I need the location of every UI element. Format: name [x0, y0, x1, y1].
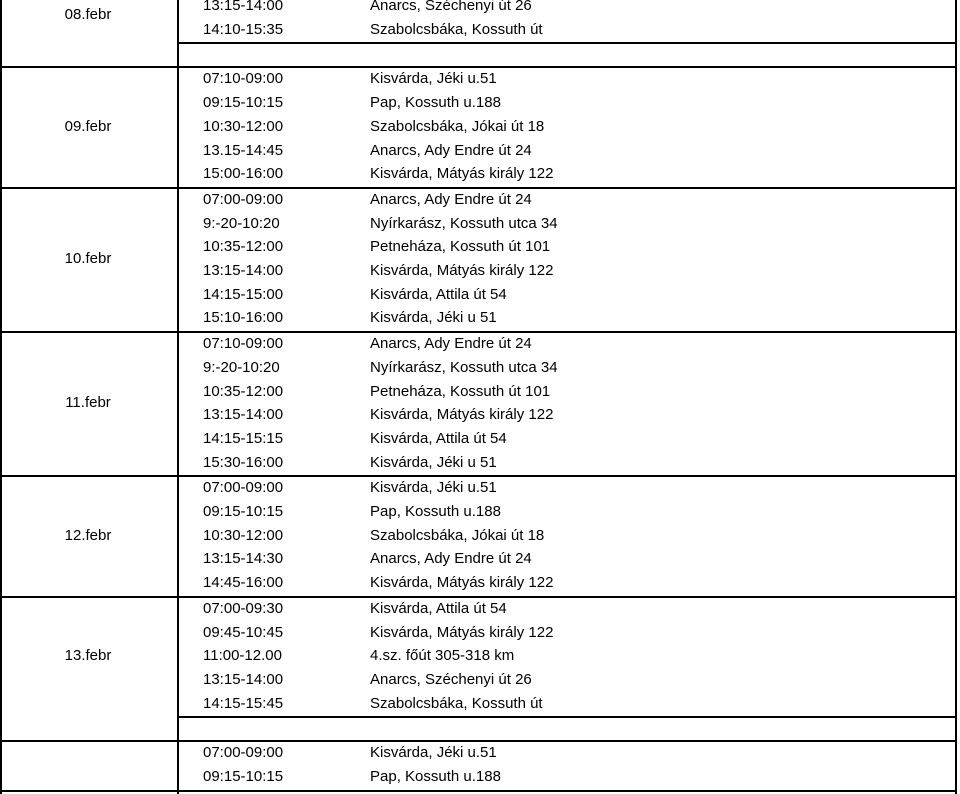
time-cell: 07:10-09:00 — [203, 335, 284, 353]
date-column-border — [177, 0, 179, 794]
place-cell: Kisvárda, Mátyás király 122 — [370, 262, 554, 279]
time-cell: 15:00-16:00 — [203, 165, 284, 183]
date-label: 08.febr — [64, 5, 112, 23]
day-separator — [177, 716, 957, 718]
place-cell: Anarcs, Ady Endre út 24 — [370, 141, 532, 159]
day-separator — [0, 596, 957, 598]
place-cell: Kisvárda, Jéki u.51 — [370, 70, 497, 88]
place-cell: Petneháza, Kossuth út 101 — [370, 382, 551, 400]
time-cell: 07:00-09:00 — [203, 190, 284, 208]
place-cell: Kisvárda, Jéki u 51 — [370, 453, 497, 471]
place-cell: Kisvárda, Mátyás király 122 — [370, 406, 554, 424]
time-cell: 15:30-16:00 — [203, 453, 284, 471]
day-separator — [0, 475, 957, 477]
place-cell: Anarcs, Ady Endre út 24 — [370, 550, 532, 568]
time-cell: 14:15-15:00 — [203, 285, 284, 303]
place-cell: Kisvárda, Jéki u 51 — [370, 309, 497, 327]
time-cell: 09:15-10:15 — [203, 94, 284, 112]
date-label: 12.febr — [64, 526, 112, 544]
place-cell: Kisvárda, Attila út 54 — [370, 599, 507, 617]
time-cell: 9:-20-10:20 — [203, 358, 280, 376]
place-cell: Kisvárda, Jéki u.51 — [370, 744, 497, 762]
left-border — [0, 0, 2, 794]
place-cell: Anarcs, Ady Endre út 24 — [370, 190, 532, 208]
time-cell: 10:30-12:00 — [203, 117, 284, 135]
place-cell: Kisvárda, Attila út 54 — [370, 285, 507, 303]
time-cell: 14:10-15:35 — [203, 20, 284, 38]
place-cell: Kisvárda, Mátyás király 122 — [370, 574, 554, 592]
time-cell: 09:15-10:15 — [203, 768, 284, 785]
place-cell: Anarcs, Ady Endre út 24 — [370, 335, 532, 353]
time-cell: 14:45-16:00 — [203, 574, 284, 592]
date-label: 11.febr — [65, 394, 111, 412]
time-cell: 10:30-12:00 — [203, 526, 284, 544]
place-cell: Szabolcsbáka, Jókai út 18 — [370, 117, 545, 135]
place-cell: Szabolcsbáka, Kossuth út — [370, 694, 543, 712]
day-separator — [0, 331, 957, 333]
date-label: 09.febr — [64, 117, 112, 135]
time-cell: 13:15-14:00 — [203, 262, 284, 279]
place-cell: Pap, Kossuth u.188 — [370, 768, 501, 785]
time-cell: 13:15-14:00 — [203, 406, 284, 424]
place-cell: 4.sz. főút 305-318 km — [370, 647, 515, 665]
place-cell: Szabolcsbáka, Jókai út 18 — [370, 526, 545, 544]
place-cell: Szabolcsbáka, Kossuth út — [370, 20, 543, 38]
time-cell: 15:10-16:00 — [203, 309, 284, 327]
place-cell: Kisvárda, Attila út 54 — [370, 429, 507, 447]
place-cell: Nyírkarász, Kossuth utca 34 — [370, 358, 558, 376]
place-cell: Nyírkarász, Kossuth utca 34 — [370, 214, 558, 232]
time-cell: 14:15-15:15 — [203, 429, 284, 447]
time-cell: 13.15-14:45 — [203, 141, 284, 159]
gap-row-separator — [0, 740, 957, 742]
time-cell: 10:35-12:00 — [203, 238, 284, 256]
time-cell: 07:00-09:00 — [203, 744, 284, 762]
time-cell: 07:00-09:30 — [203, 599, 284, 617]
place-cell: Petneháza, Kossuth út 101 — [370, 238, 551, 256]
day-separator — [0, 790, 957, 792]
time-cell: 13:15-14:00 — [203, 670, 284, 688]
right-border — [955, 0, 957, 794]
place-cell: Anarcs, Széchenyi út 26 — [370, 0, 532, 14]
time-cell: 13:15-14:00 — [203, 0, 284, 14]
day-separator — [177, 42, 957, 44]
time-cell: 09:15-10:15 — [203, 503, 284, 520]
place-cell: Kisvárda, Jéki u.51 — [370, 479, 497, 497]
place-cell: Kisvárda, Mátyás király 122 — [370, 165, 554, 183]
time-cell: 11:00-12.00 — [203, 647, 282, 665]
time-cell: 13:15-14:30 — [203, 550, 284, 568]
place-cell: Anarcs, Széchenyi út 26 — [370, 670, 532, 688]
time-cell: 10:35-12:00 — [203, 382, 284, 400]
time-cell: 07:10-09:00 — [203, 70, 284, 88]
time-cell: 09:45-10:45 — [203, 623, 284, 641]
place-cell: Kisvárda, Mátyás király 122 — [370, 623, 554, 641]
time-cell: 9:-20-10:20 — [203, 214, 280, 232]
date-label: 13.febr — [64, 647, 112, 665]
time-cell: 07:00-09:00 — [203, 479, 284, 497]
time-cell: 14:15-15:45 — [203, 694, 284, 712]
place-cell: Pap, Kossuth u.188 — [370, 94, 501, 112]
place-cell: Pap, Kossuth u.188 — [370, 503, 501, 520]
day-separator — [0, 187, 957, 189]
gap-row-separator — [0, 66, 957, 68]
date-label: 10.febr — [64, 250, 112, 267]
